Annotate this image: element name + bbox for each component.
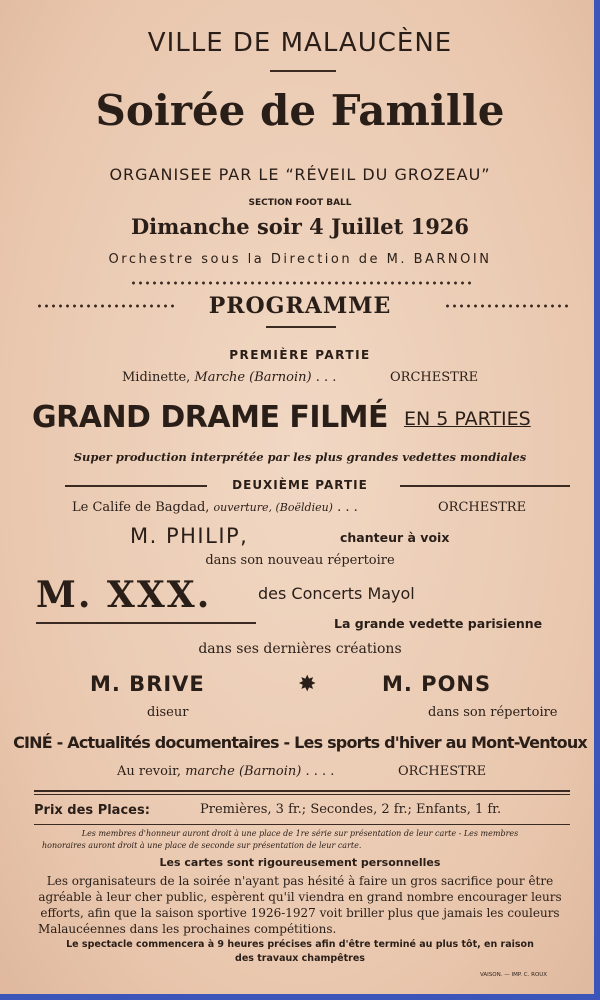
part2-item-title: Le Calife de Bagdad,: [72, 500, 214, 515]
printer-credit: VAISON. — IMP. C. ROUX: [480, 972, 548, 978]
philip-role: chanteur à voix: [340, 530, 450, 545]
appeal-line-3: efforts, afin que la saison sportive 1926-1927 voit briller plus que jamais les couleurs: [40, 906, 560, 920]
farewell-title: Au revoir,: [117, 764, 186, 779]
prices-rule-top: [34, 790, 570, 792]
philip-repertoire: dans son nouveau répertoire: [205, 553, 395, 568]
part1-item-type: Marche (Barnoin): [194, 370, 312, 385]
header-rule: [270, 70, 336, 72]
xxx-underline: [36, 622, 256, 624]
programme-heading: PROGRAMME: [208, 293, 392, 319]
part1-item-dots: . . .: [311, 370, 337, 385]
prices-rule-top2: [34, 794, 570, 795]
scan-edge-right: [594, 0, 600, 1000]
xxx-name: M. XXX.: [36, 574, 212, 616]
personal-cards-note: Les cartes sont rigoureusement personnelles: [159, 856, 441, 869]
part1-item-performer: ORCHESTRE: [390, 370, 479, 385]
town-name: VILLE DE MALAUCÈNE: [147, 28, 453, 58]
star-icon: ✸: [298, 672, 317, 697]
brive-role: diseur: [147, 705, 189, 720]
section-label: SECTION FOOT BALL: [248, 198, 352, 208]
scan-edge-bottom: [0, 994, 600, 1000]
pons-role: dans son répertoire: [428, 705, 558, 720]
pons-name: M. PONS: [382, 672, 492, 696]
appeal-line-2: agréable à leur cher public, espèrent qu'il viendra en grand nombre encourager leurs: [38, 890, 562, 904]
brive-name: M. BRIVE: [90, 672, 205, 696]
part1-item-title: Midinette,: [122, 370, 195, 385]
part2-item-performer: ORCHESTRE: [438, 500, 527, 515]
honour-note-1: Les membres d'honneur auront droit à une place de 1re série sur présentation de leur carte - Les membres: [81, 829, 519, 838]
vedette-line: La grande vedette parisienne: [334, 616, 543, 631]
organiser-line: ORGANISEE PAR LE “RÉVEIL DU GROZEAU”: [109, 165, 491, 184]
prices-values: Premières, 3 fr.; Secondes, 2 fr.; Enfants, 1 fr.: [200, 802, 502, 817]
prices-label: Prix des Places:: [34, 803, 150, 818]
film-parts: EN 5 PARTIES: [404, 408, 531, 430]
part1-item-1: [122, 370, 336, 385]
appeal-line-4: Malaucéennes dans les prochaines compétitions.: [38, 922, 337, 936]
orchestra-line: Orchestre sous la Direction de M. BARNOIN: [108, 252, 492, 267]
poster-title: Soirée de Famille: [95, 86, 505, 135]
ornament-rule-top: [130, 280, 475, 286]
film-description: Super production interprétée par les plus grandes vedettes mondiales: [73, 450, 527, 464]
farewell-type: marche (Barnoin): [185, 764, 302, 779]
start-time-line-1: Le spectacle commencera à 9 heures précises afin d'être terminé au plus tôt, en raison: [66, 939, 534, 950]
farewell-item: [117, 764, 334, 779]
xxx-from: des Concerts Mayol: [258, 584, 415, 603]
film-title: GRAND DRAME FILMÉ: [32, 400, 389, 435]
start-time-line-2: des travaux champêtres: [235, 953, 365, 964]
part2-heading: DEUXIÈME PARTIE: [232, 478, 368, 492]
cine-line: CINÉ - Actualités documentaires - Les sports d'hiver au Mont-Ventoux: [13, 733, 587, 752]
programme-underline: [266, 326, 336, 328]
philip-name: M. PHILIP,: [130, 524, 249, 548]
event-date: Dimanche soir 4 Juillet 1926: [130, 214, 470, 239]
honour-note-2: honoraires auront droit à une place de seconde sur présentation de leur carte.: [42, 841, 362, 850]
part1-heading: PREMIÈRE PARTIE: [229, 348, 371, 362]
part2-item-dots: . . .: [332, 500, 358, 515]
creations-line: dans ses dernières créations: [198, 641, 402, 657]
farewell-performer: ORCHESTRE: [398, 764, 487, 779]
farewell-dots: . . . .: [305, 764, 335, 779]
part2-item-type: ouverture, (Boëldieu): [213, 501, 333, 514]
appeal-line-1: Les organisateurs de la soirée n'ayant pas hésité à faire un gros sacrifice pour être: [46, 874, 554, 888]
part2-item-1: [72, 500, 358, 515]
prices-rule-bottom: [34, 824, 570, 825]
